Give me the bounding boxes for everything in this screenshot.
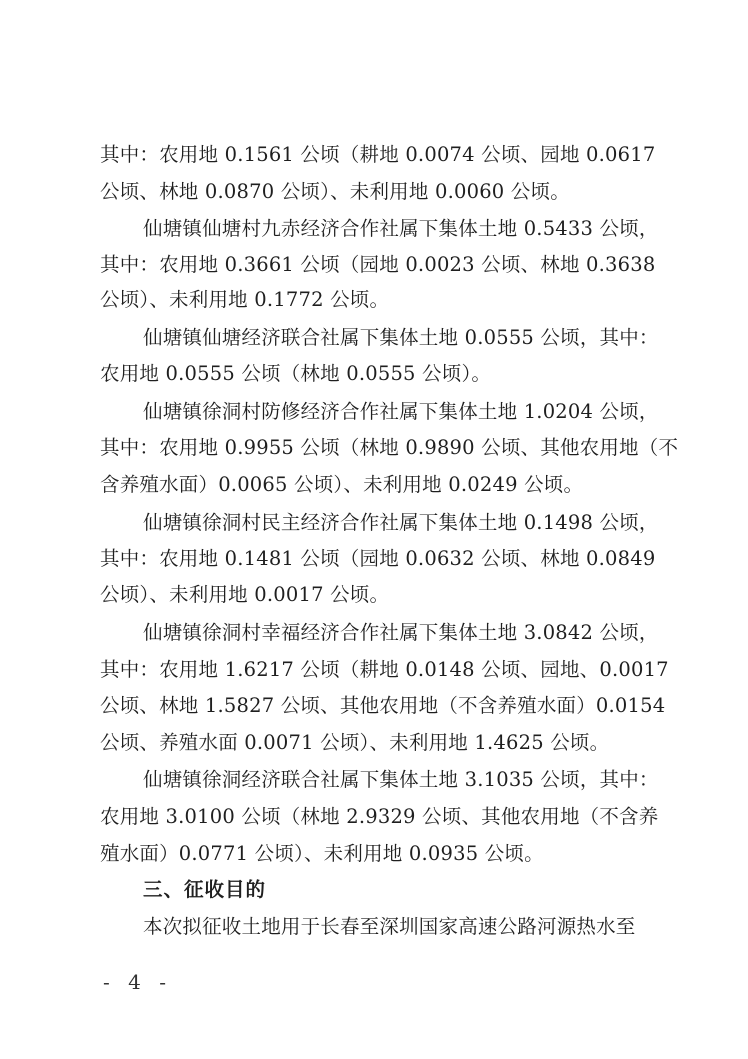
section-heading: 三、征收目的 <box>143 878 267 901</box>
text-line: 公顷、林地 0.0870 公顷）、未利用地 0.0060 公顷。 <box>100 180 570 203</box>
paragraph-start: 仙塘镇仙塘经济联合社属下集体土地 0.0555 公顷，其中： <box>143 326 659 349</box>
paragraph-start: 仙塘镇仙塘村九赤经济合作社属下集体土地 0.5433 公顷， <box>143 217 659 240</box>
paragraph-start: 仙塘镇徐洞经济联合社属下集体土地 3.1035 公顷，其中： <box>143 768 659 791</box>
text-line: 其中：农用地 1.6217 公顷（耕地 0.0148 公顷、园地、0.0017 <box>100 658 669 681</box>
paragraph-start: 仙塘镇徐洞村防修经济合作社属下集体土地 1.0204 公顷， <box>143 400 659 423</box>
text-line: 农用地 3.0100 公顷（林地 2.9329 公顷、其他农用地（不含养 <box>100 805 659 828</box>
text-line: 其中：农用地 0.9955 公顷（林地 0.9890 公顷、其他农用地（不 <box>100 436 679 459</box>
text-line: 殖水面）0.0771 公顷）、未利用地 0.0935 公顷。 <box>100 842 544 865</box>
page-number: - 4 - <box>103 970 172 994</box>
text-line: 公顷、养殖水面 0.0071 公顷）、未利用地 1.4625 公顷。 <box>100 731 610 754</box>
paragraph-start: 仙塘镇徐洞村民主经济合作社属下集体土地 0.1498 公顷， <box>143 511 659 534</box>
paragraph-start: 仙塘镇徐洞村幸福经济合作社属下集体土地 3.0842 公顷， <box>143 621 659 644</box>
text-line: 公顷）、未利用地 0.1772 公顷。 <box>100 288 390 311</box>
paragraph-start: 本次拟征收土地用于长春至深圳国家高速公路河源热水至 <box>143 915 636 938</box>
text-line: 其中：农用地 0.1481 公顷（园地 0.0632 公顷、林地 0.0849 <box>100 547 656 570</box>
text-line: 其中：农用地 0.1561 公顷（耕地 0.0074 公顷、园地 0.0617 <box>100 143 656 166</box>
text-line: 公顷、林地 1.5827 公顷、其他农用地（不含养殖水面）0.0154 <box>100 694 666 717</box>
text-line: 公顷）、未利用地 0.0017 公顷。 <box>100 583 390 606</box>
text-line: 农用地 0.0555 公顷（林地 0.0555 公顷）。 <box>100 362 492 385</box>
text-line: 含养殖水面）0.0065 公顷）、未利用地 0.0249 公顷。 <box>100 473 584 496</box>
text-line: 其中：农用地 0.3661 公顷（园地 0.0023 公顷、林地 0.3638 <box>100 253 656 276</box>
